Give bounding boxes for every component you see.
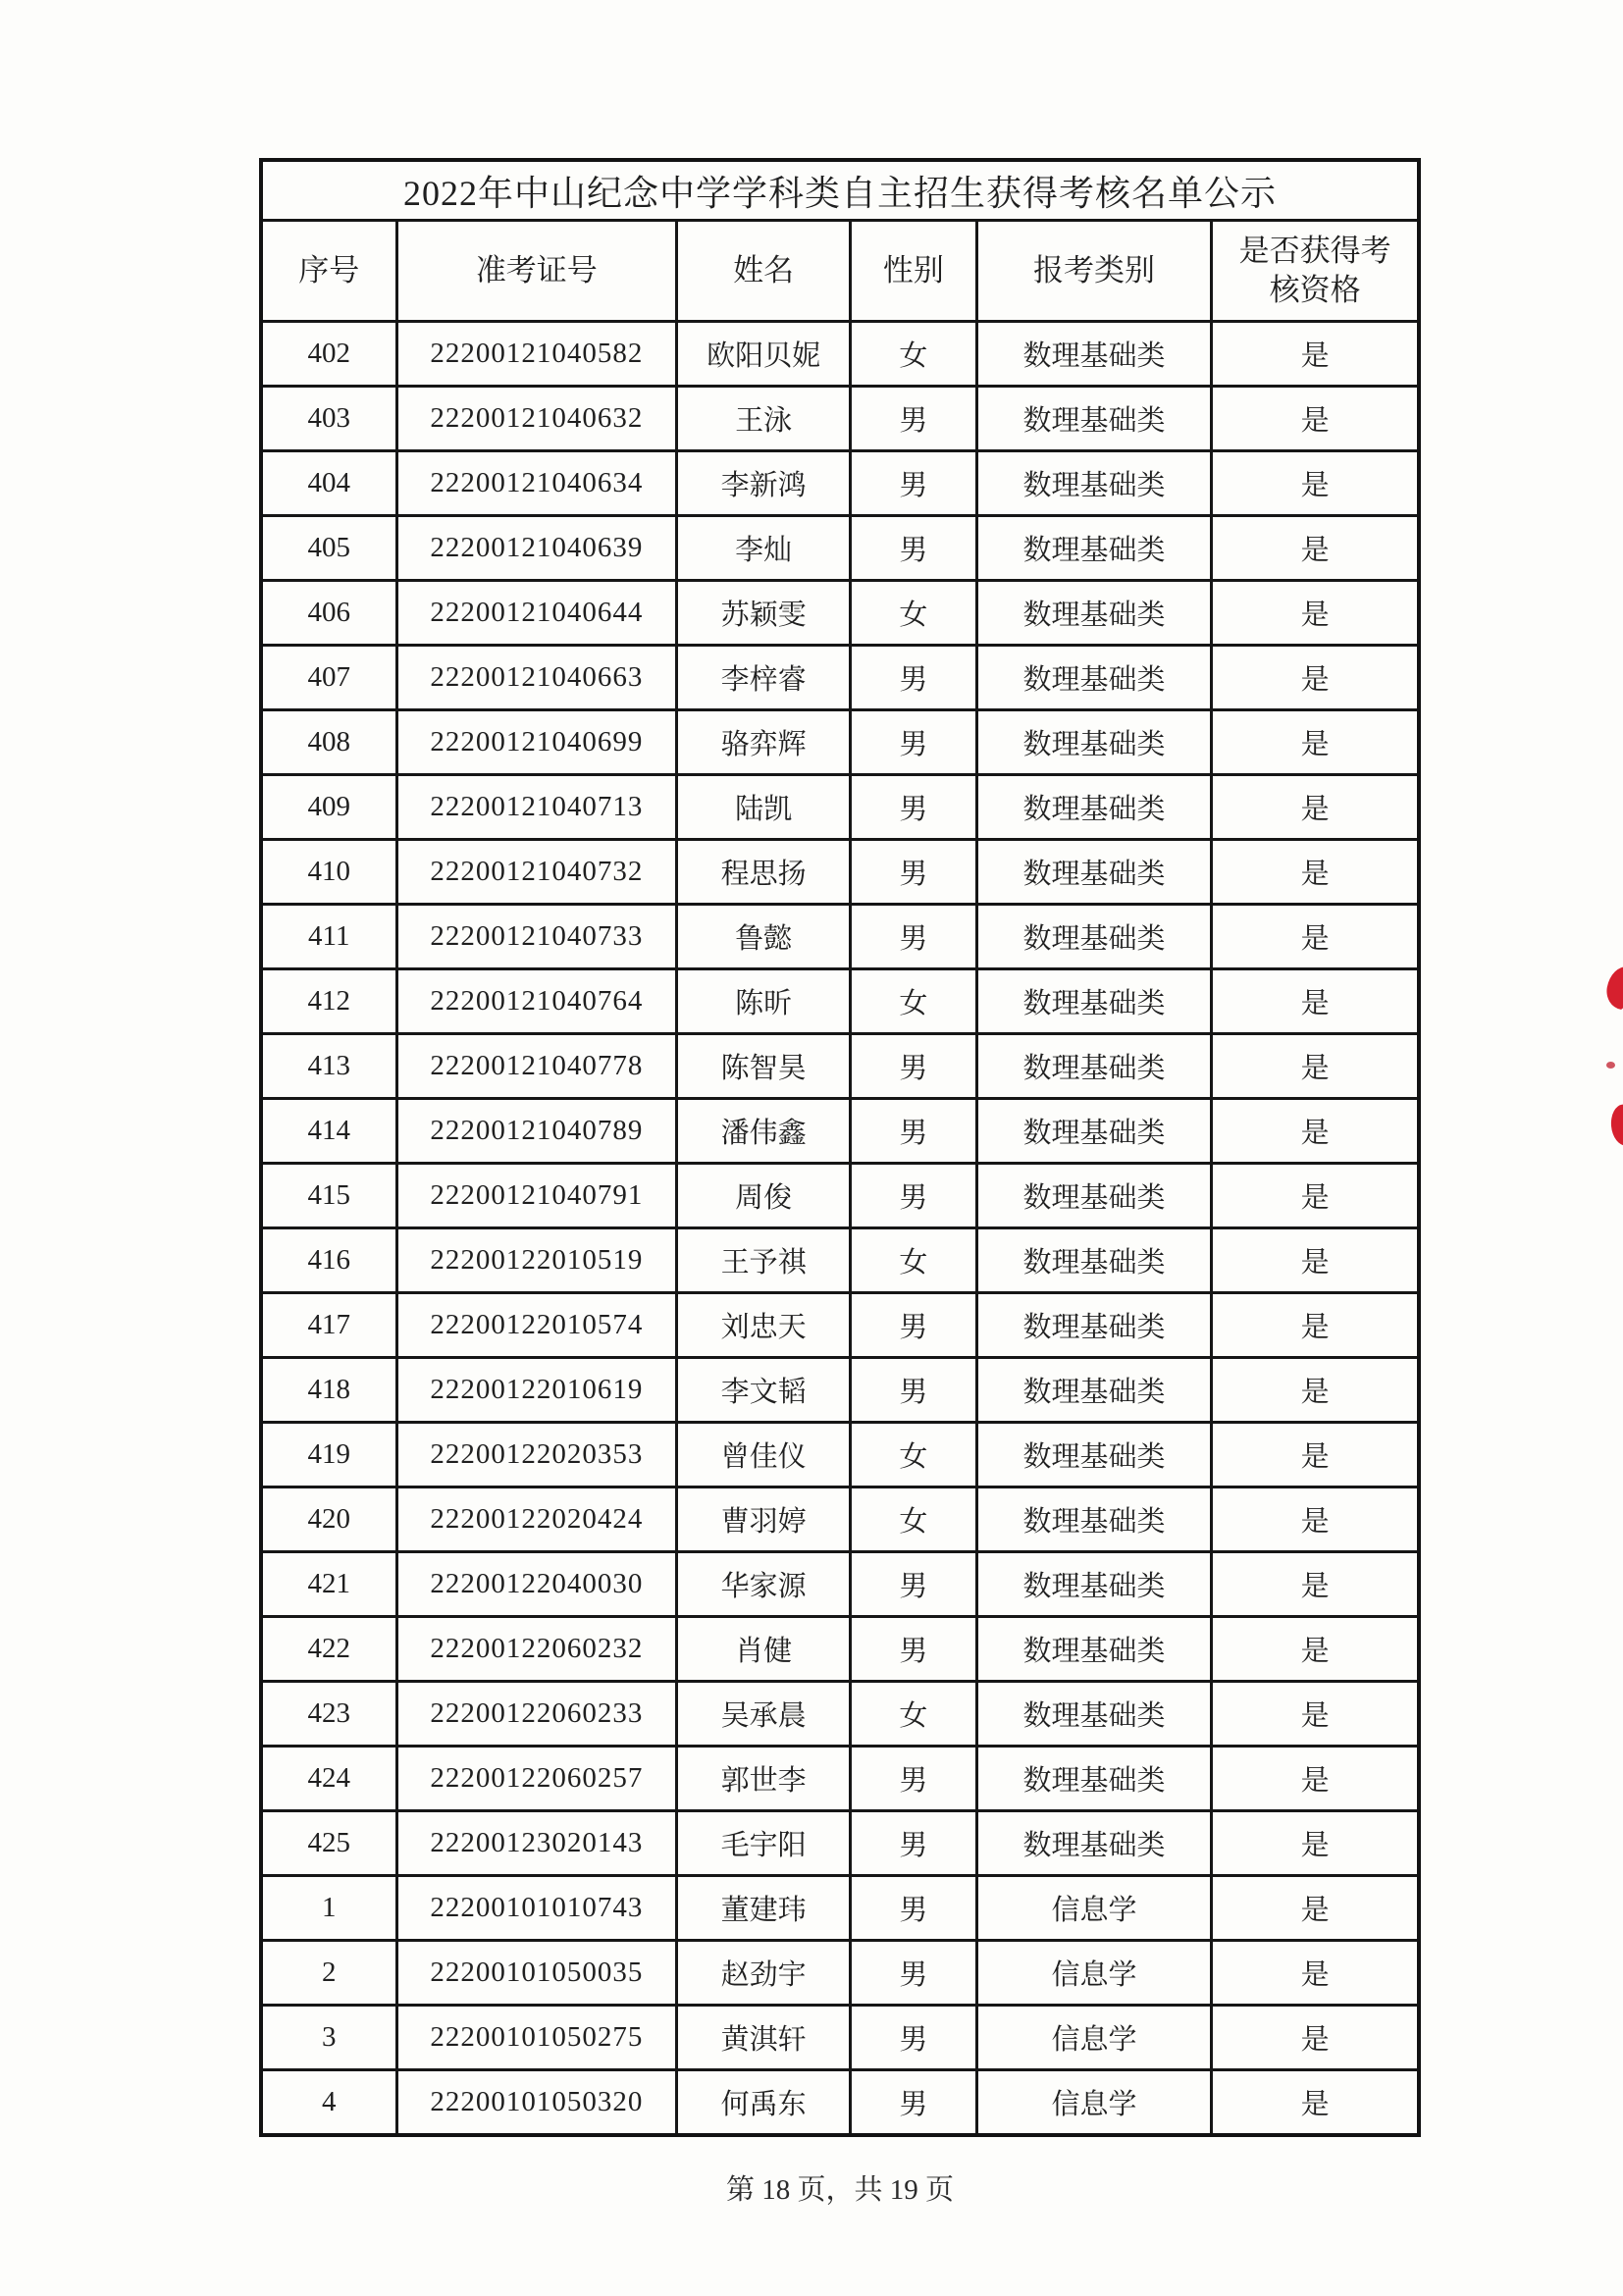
cell-category: 信息学 xyxy=(976,1876,1212,1941)
cell-name: 陈昕 xyxy=(677,969,851,1034)
cell-exam-number: 22200121040632 xyxy=(396,387,677,451)
cell-qualification: 是 xyxy=(1212,840,1419,905)
table-row xyxy=(261,1228,1419,1293)
cell-category: 数理基础类 xyxy=(976,710,1212,775)
table-row xyxy=(261,1876,1419,1941)
cell-exam-number: 22200121040764 xyxy=(396,969,677,1034)
cell-qualification: 是 xyxy=(1212,516,1419,581)
cell-gender: 男 xyxy=(851,1358,977,1423)
cell-serial: 424 xyxy=(261,1747,396,1811)
red-stamp-fragment-3 xyxy=(1609,1104,1623,1146)
table-body xyxy=(261,322,1419,2136)
cell-exam-number: 22200122040030 xyxy=(396,1552,677,1617)
cell-name: 黄淇轩 xyxy=(677,2006,851,2070)
cell-qualification: 是 xyxy=(1212,646,1419,710)
table-row xyxy=(261,905,1419,969)
cell-name: 陈智昊 xyxy=(677,1034,851,1099)
document-title: 2022年中山纪念中学学科类自主招生获得考核名单公示 xyxy=(261,160,1419,221)
cell-serial: 425 xyxy=(261,1811,396,1876)
table-row xyxy=(261,1358,1419,1423)
table-row xyxy=(261,840,1419,905)
table-row xyxy=(261,1423,1419,1487)
cell-serial: 413 xyxy=(261,1034,396,1099)
cell-qualification: 是 xyxy=(1212,322,1419,387)
cell-category: 数理基础类 xyxy=(976,646,1212,710)
cell-name: 赵劲宇 xyxy=(677,1941,851,2006)
cell-exam-number: 22200122060257 xyxy=(396,1747,677,1811)
cell-name: 华家源 xyxy=(677,1552,851,1617)
cell-serial: 414 xyxy=(261,1099,396,1164)
title-row xyxy=(261,160,1419,221)
cell-serial: 421 xyxy=(261,1552,396,1617)
cell-gender: 女 xyxy=(851,1423,977,1487)
cell-gender: 女 xyxy=(851,1487,977,1552)
col-header-exam-number: 准考证号 xyxy=(396,221,677,322)
cell-name: 潘伟鑫 xyxy=(677,1099,851,1164)
cell-serial: 2 xyxy=(261,1941,396,2006)
cell-qualification: 是 xyxy=(1212,1164,1419,1228)
cell-name: 郭世李 xyxy=(677,1747,851,1811)
table-row xyxy=(261,516,1419,581)
cell-qualification: 是 xyxy=(1212,969,1419,1034)
cell-gender: 女 xyxy=(851,1682,977,1747)
cell-serial: 1 xyxy=(261,1876,396,1941)
cell-qualification: 是 xyxy=(1212,2070,1419,2136)
cell-qualification: 是 xyxy=(1212,581,1419,646)
cell-name: 程思扬 xyxy=(677,840,851,905)
table-row xyxy=(261,387,1419,451)
cell-gender: 男 xyxy=(851,1747,977,1811)
cell-category: 数理基础类 xyxy=(976,1293,1212,1358)
col-header-qualification: 是否获得考核资格 xyxy=(1212,221,1419,322)
cell-qualification: 是 xyxy=(1212,1747,1419,1811)
cell-serial: 408 xyxy=(261,710,396,775)
cell-category: 信息学 xyxy=(976,1941,1212,2006)
cell-exam-number: 22200122060232 xyxy=(396,1617,677,1682)
cell-qualification: 是 xyxy=(1212,1487,1419,1552)
cell-qualification: 是 xyxy=(1212,1617,1419,1682)
cell-exam-number: 22200121040634 xyxy=(396,451,677,516)
col-header-category: 报考类别 xyxy=(976,221,1212,322)
table-row xyxy=(261,1164,1419,1228)
red-stamp-fragment-1 xyxy=(1603,964,1623,1010)
cell-category: 数理基础类 xyxy=(976,905,1212,969)
cell-exam-number: 22200101010743 xyxy=(396,1876,677,1941)
cell-serial: 409 xyxy=(261,775,396,840)
cell-category: 数理基础类 xyxy=(976,1164,1212,1228)
cell-name: 曹羽婷 xyxy=(677,1487,851,1552)
cell-category: 信息学 xyxy=(976,2006,1212,2070)
cell-exam-number: 22200121040791 xyxy=(396,1164,677,1228)
cell-serial: 422 xyxy=(261,1617,396,1682)
cell-serial: 416 xyxy=(261,1228,396,1293)
red-stamp-fragment-2 xyxy=(1606,1062,1615,1069)
table-row xyxy=(261,451,1419,516)
cell-category: 数理基础类 xyxy=(976,969,1212,1034)
cell-category: 数理基础类 xyxy=(976,840,1212,905)
cell-qualification: 是 xyxy=(1212,1423,1419,1487)
cell-name: 王予祺 xyxy=(677,1228,851,1293)
cell-name: 李梓睿 xyxy=(677,646,851,710)
cell-category: 数理基础类 xyxy=(976,1099,1212,1164)
cell-name: 陆凯 xyxy=(677,775,851,840)
table-row xyxy=(261,1552,1419,1617)
cell-qualification: 是 xyxy=(1212,1228,1419,1293)
cell-category: 数理基础类 xyxy=(976,1552,1212,1617)
cell-name: 肖健 xyxy=(677,1617,851,1682)
cell-serial: 404 xyxy=(261,451,396,516)
cell-category: 数理基础类 xyxy=(976,775,1212,840)
cell-exam-number: 22200122010574 xyxy=(396,1293,677,1358)
cell-gender: 男 xyxy=(851,840,977,905)
cell-gender: 男 xyxy=(851,516,977,581)
cell-exam-number: 22200121040582 xyxy=(396,322,677,387)
cell-exam-number: 22200121040644 xyxy=(396,581,677,646)
cell-serial: 403 xyxy=(261,387,396,451)
cell-serial: 420 xyxy=(261,1487,396,1552)
col-header-name: 姓名 xyxy=(677,221,851,322)
cell-qualification: 是 xyxy=(1212,905,1419,969)
cell-exam-number: 22200101050320 xyxy=(396,2070,677,2136)
cell-qualification: 是 xyxy=(1212,775,1419,840)
cell-exam-number: 22200121040732 xyxy=(396,840,677,905)
cell-gender: 男 xyxy=(851,1811,977,1876)
table-row xyxy=(261,1941,1419,2006)
cell-name: 周俊 xyxy=(677,1164,851,1228)
cell-gender: 男 xyxy=(851,1552,977,1617)
col-header-gender: 性别 xyxy=(851,221,977,322)
cell-gender: 男 xyxy=(851,2006,977,2070)
cell-gender: 男 xyxy=(851,1099,977,1164)
table-row xyxy=(261,1617,1419,1682)
header-row xyxy=(261,221,1419,322)
cell-serial: 419 xyxy=(261,1423,396,1487)
cell-gender: 男 xyxy=(851,2070,977,2136)
cell-category: 数理基础类 xyxy=(976,516,1212,581)
cell-name: 鲁懿 xyxy=(677,905,851,969)
cell-serial: 418 xyxy=(261,1358,396,1423)
cell-gender: 男 xyxy=(851,451,977,516)
cell-category: 数理基础类 xyxy=(976,451,1212,516)
cell-exam-number: 22200121040713 xyxy=(396,775,677,840)
table-row xyxy=(261,1682,1419,1747)
cell-exam-number: 22200121040789 xyxy=(396,1099,677,1164)
table-row xyxy=(261,1487,1419,1552)
cell-qualification: 是 xyxy=(1212,1099,1419,1164)
cell-category: 数理基础类 xyxy=(976,1811,1212,1876)
cell-qualification: 是 xyxy=(1212,1941,1419,2006)
cell-gender: 男 xyxy=(851,1034,977,1099)
cell-serial: 405 xyxy=(261,516,396,581)
cell-qualification: 是 xyxy=(1212,1811,1419,1876)
cell-name: 苏颖雯 xyxy=(677,581,851,646)
table-row xyxy=(261,1034,1419,1099)
cell-gender: 男 xyxy=(851,1617,977,1682)
cell-qualification: 是 xyxy=(1212,387,1419,451)
cell-category: 数理基础类 xyxy=(976,1228,1212,1293)
cell-exam-number: 22200123020143 xyxy=(396,1811,677,1876)
cell-serial: 415 xyxy=(261,1164,396,1228)
cell-gender: 男 xyxy=(851,1876,977,1941)
cell-gender: 女 xyxy=(851,322,977,387)
cell-category: 数理基础类 xyxy=(976,1682,1212,1747)
roster-table xyxy=(259,158,1421,2137)
cell-exam-number: 22200101050275 xyxy=(396,2006,677,2070)
cell-name: 李文韬 xyxy=(677,1358,851,1423)
cell-name: 毛宇阳 xyxy=(677,1811,851,1876)
cell-name: 王泳 xyxy=(677,387,851,451)
cell-gender: 男 xyxy=(851,1293,977,1358)
cell-serial: 410 xyxy=(261,840,396,905)
table-row xyxy=(261,775,1419,840)
cell-gender: 男 xyxy=(851,710,977,775)
cell-exam-number: 22200122020353 xyxy=(396,1423,677,1487)
cell-gender: 女 xyxy=(851,1228,977,1293)
cell-exam-number: 22200122060233 xyxy=(396,1682,677,1747)
table-row xyxy=(261,2006,1419,2070)
cell-qualification: 是 xyxy=(1212,1552,1419,1617)
table-row xyxy=(261,581,1419,646)
cell-category: 数理基础类 xyxy=(976,1358,1212,1423)
cell-category: 数理基础类 xyxy=(976,1034,1212,1099)
cell-serial: 4 xyxy=(261,2070,396,2136)
cell-gender: 女 xyxy=(851,581,977,646)
cell-serial: 3 xyxy=(261,2006,396,2070)
table-row xyxy=(261,646,1419,710)
table-row xyxy=(261,1747,1419,1811)
cell-exam-number: 22200121040733 xyxy=(396,905,677,969)
cell-qualification: 是 xyxy=(1212,1358,1419,1423)
cell-exam-number: 22200101050035 xyxy=(396,1941,677,2006)
cell-category: 数理基础类 xyxy=(976,1423,1212,1487)
table-row xyxy=(261,1099,1419,1164)
col-header-serial: 序号 xyxy=(261,221,396,322)
cell-qualification: 是 xyxy=(1212,1682,1419,1747)
cell-gender: 女 xyxy=(851,969,977,1034)
cell-gender: 男 xyxy=(851,646,977,710)
cell-exam-number: 22200121040639 xyxy=(396,516,677,581)
cell-gender: 男 xyxy=(851,905,977,969)
cell-name: 刘忠天 xyxy=(677,1293,851,1358)
cell-exam-number: 22200121040778 xyxy=(396,1034,677,1099)
cell-name: 李灿 xyxy=(677,516,851,581)
cell-name: 欧阳贝妮 xyxy=(677,322,851,387)
cell-category: 信息学 xyxy=(976,2070,1212,2136)
cell-serial: 417 xyxy=(261,1293,396,1358)
cell-qualification: 是 xyxy=(1212,710,1419,775)
cell-category: 数理基础类 xyxy=(976,387,1212,451)
cell-category: 数理基础类 xyxy=(976,1617,1212,1682)
cell-name: 骆弈辉 xyxy=(677,710,851,775)
cell-qualification: 是 xyxy=(1212,2006,1419,2070)
table-row xyxy=(261,1293,1419,1358)
page-number-footer: 第 18 页，共 19 页 xyxy=(725,2174,954,2206)
cell-name: 李新鸿 xyxy=(677,451,851,516)
cell-qualification: 是 xyxy=(1212,1034,1419,1099)
cell-serial: 402 xyxy=(261,322,396,387)
cell-name: 何禹东 xyxy=(677,2070,851,2136)
cell-gender: 男 xyxy=(851,1164,977,1228)
cell-name: 曾佳仪 xyxy=(677,1423,851,1487)
table-row xyxy=(261,2070,1419,2136)
table-row xyxy=(261,710,1419,775)
cell-exam-number: 22200122010519 xyxy=(396,1228,677,1293)
cell-category: 数理基础类 xyxy=(976,1487,1212,1552)
table-row xyxy=(261,322,1419,387)
cell-serial: 407 xyxy=(261,646,396,710)
table-row xyxy=(261,969,1419,1034)
cell-category: 数理基础类 xyxy=(976,581,1212,646)
cell-name: 吴承晨 xyxy=(677,1682,851,1747)
cell-gender: 男 xyxy=(851,1941,977,2006)
cell-exam-number: 22200122010619 xyxy=(396,1358,677,1423)
cell-gender: 男 xyxy=(851,775,977,840)
cell-qualification: 是 xyxy=(1212,451,1419,516)
cell-serial: 411 xyxy=(261,905,396,969)
cell-name: 董建玮 xyxy=(677,1876,851,1941)
cell-qualification: 是 xyxy=(1212,1293,1419,1358)
cell-qualification: 是 xyxy=(1212,1876,1419,1941)
cell-serial: 412 xyxy=(261,969,396,1034)
cell-category: 数理基础类 xyxy=(976,322,1212,387)
cell-category: 数理基础类 xyxy=(976,1747,1212,1811)
cell-exam-number: 22200122020424 xyxy=(396,1487,677,1552)
cell-exam-number: 22200121040699 xyxy=(396,710,677,775)
cell-serial: 406 xyxy=(261,581,396,646)
cell-gender: 男 xyxy=(851,387,977,451)
cell-serial: 423 xyxy=(261,1682,396,1747)
table-row xyxy=(261,1811,1419,1876)
cell-exam-number: 22200121040663 xyxy=(396,646,677,710)
